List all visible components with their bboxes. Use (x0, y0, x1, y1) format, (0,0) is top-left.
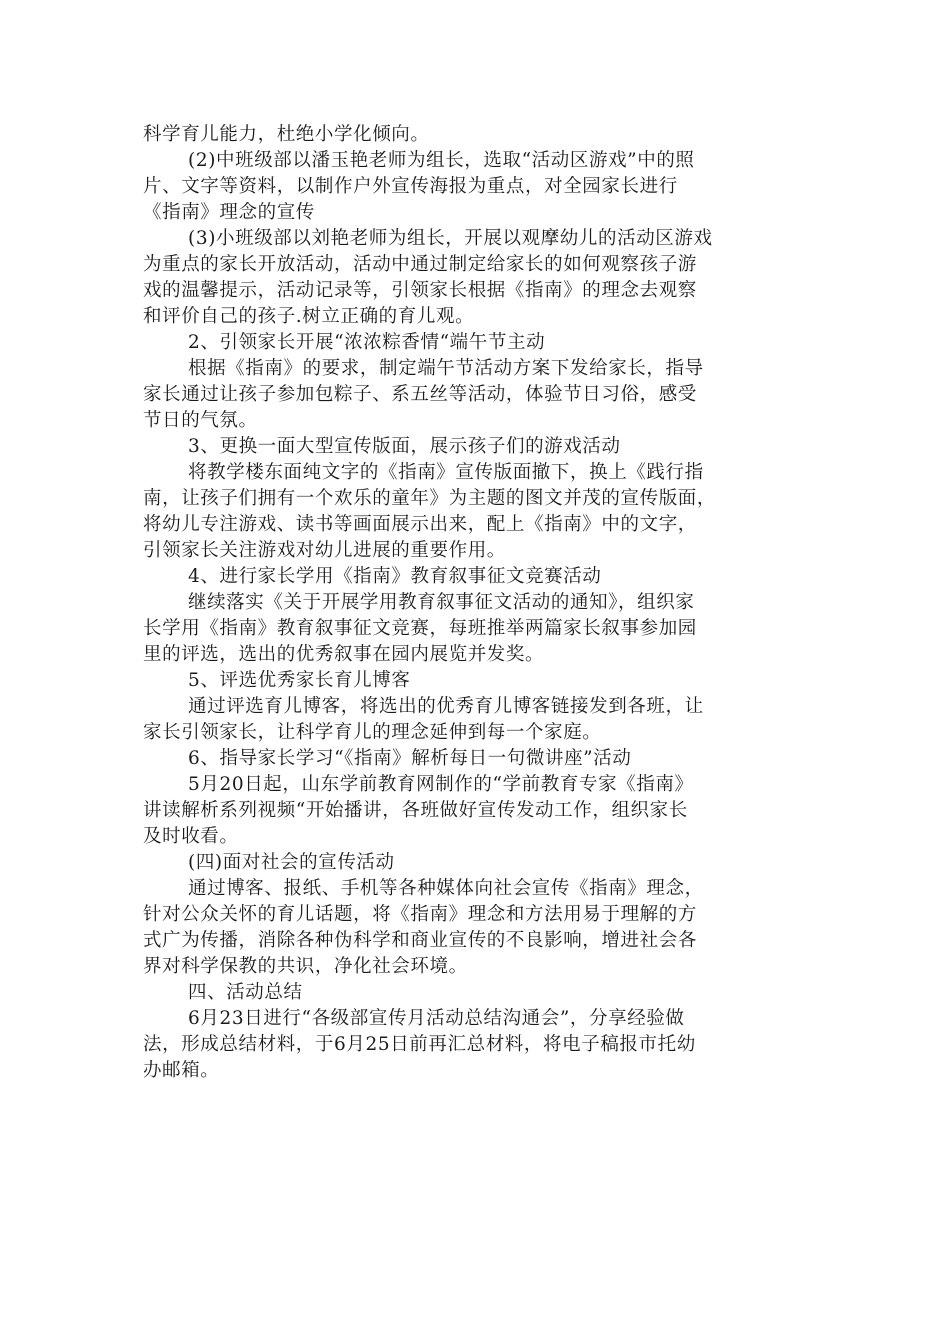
text-line: 界对科学保教的共识，净化社会环境。 (143, 956, 468, 977)
document-body (143, 122, 813, 1084)
text-line: 4、进行家长学用《指南》教育叙事征文竞赛活动 (188, 566, 602, 587)
text-line: 5月20日起，山东学前教育网制作的“学前教育专家《指南》 (188, 774, 694, 795)
text-line: 引领家长关注游戏对幼儿进展的重要作用。 (143, 540, 506, 561)
text-line: 通过博客、报纸、手机等各种媒体向社会宣传《指南》理念， (188, 878, 704, 899)
text-line: 和评价自己的孩子.树立正确的育儿观。 (143, 306, 475, 327)
text-line: 根据《指南》的要求，制定端午节活动方案下发给家长，指导 (188, 358, 704, 379)
text-line: 南，让孩子们拥有一个欢乐的童年》为主题的图文并茂的宣传版面， (143, 488, 717, 509)
text-line: 《指南》理念的宣传 (143, 202, 315, 223)
text-line: 式广为传播，消除各种伪科学和商业宣传的不良影响，增进社会各 (143, 930, 697, 951)
text-line: 继续落实《关于开展学用教育叙事征文活动的通知》，组织家 (188, 592, 695, 613)
text-line: 办邮箱。 (143, 1060, 220, 1081)
text-line: 讲读解析系列视频“开始播讲，各班做好宣传发动工作，组织家长 (143, 800, 688, 821)
text-line: (四)面对社会的宣传活动 (188, 852, 395, 873)
text-line: 家长通过让孩子参加包粽子、系五丝等活动，体验节日习俗，感受 (143, 384, 697, 405)
text-line: 长学用《指南》教育叙事征文竞赛，每班推举两篇家长叙事参加园 (143, 618, 697, 639)
text-line: 戏的温馨提示，活动记录等，引领家长根据《指南》的理念去观察 (143, 280, 697, 301)
text-line: (2)中班级部以潘玉艳老师为组长，选取“活动区游戏”中的照 (188, 150, 695, 171)
text-line: 片、文字等资料，以制作户外宣传海报为重点，对全园家长进行 (143, 176, 678, 197)
text-line: 6、指导家长学习“《指南》解析每日一句微讲座”活动 (188, 748, 632, 769)
text-line: 3、更换一面大型宣传版面，展示孩子们的游戏活动 (188, 436, 621, 457)
text-line: 为重点的家长开放活动，活动中通过制定给家长的如何观察孩子游 (143, 254, 697, 275)
text-line: 家长引领家长，让科学育儿的理念延伸到每一个家庭。 (143, 722, 602, 743)
text-line: 通过评选育儿博客，将选出的优秀育儿博客链接发到各班，让 (188, 696, 704, 717)
text-line: 节日的气氛。 (143, 410, 258, 431)
text-line: (3)小班级部以刘艳老师为组长，开展以观摩幼儿的活动区游戏 (188, 228, 713, 249)
text-line: 及时收看。 (143, 826, 239, 847)
text-line: 5、评选优秀家长育儿博客 (188, 670, 411, 691)
text-line: 将教学楼东面纯文字的《指南》宣传版面撤下，换上《践行指 (188, 462, 704, 483)
text-line: 科学育儿能力，杜绝小学化倾向。 (143, 124, 430, 145)
text-line: 6月23日进行“各级部宣传月活动总结沟通会”，分享经验做 (188, 1008, 685, 1029)
text-line: 2、引领家长开展“浓浓粽香情“端午节主动 (188, 332, 546, 353)
text-line: 针对公众关怀的育儿话题，将《指南》理念和方法用易于理解的方 (143, 904, 697, 925)
text-line: 里的评选，选出的优秀叙事在园内展览并发奖。 (143, 644, 545, 665)
text-line: 四、活动总结 (188, 982, 303, 1003)
text-line: 法，形成总结材料，于6月25日前再汇总材料，将电子稿报市托幼 (143, 1034, 696, 1055)
text-line: 将幼儿专注游戏、读书等画面展示出来，配上《指南》中的文字， (143, 514, 697, 535)
